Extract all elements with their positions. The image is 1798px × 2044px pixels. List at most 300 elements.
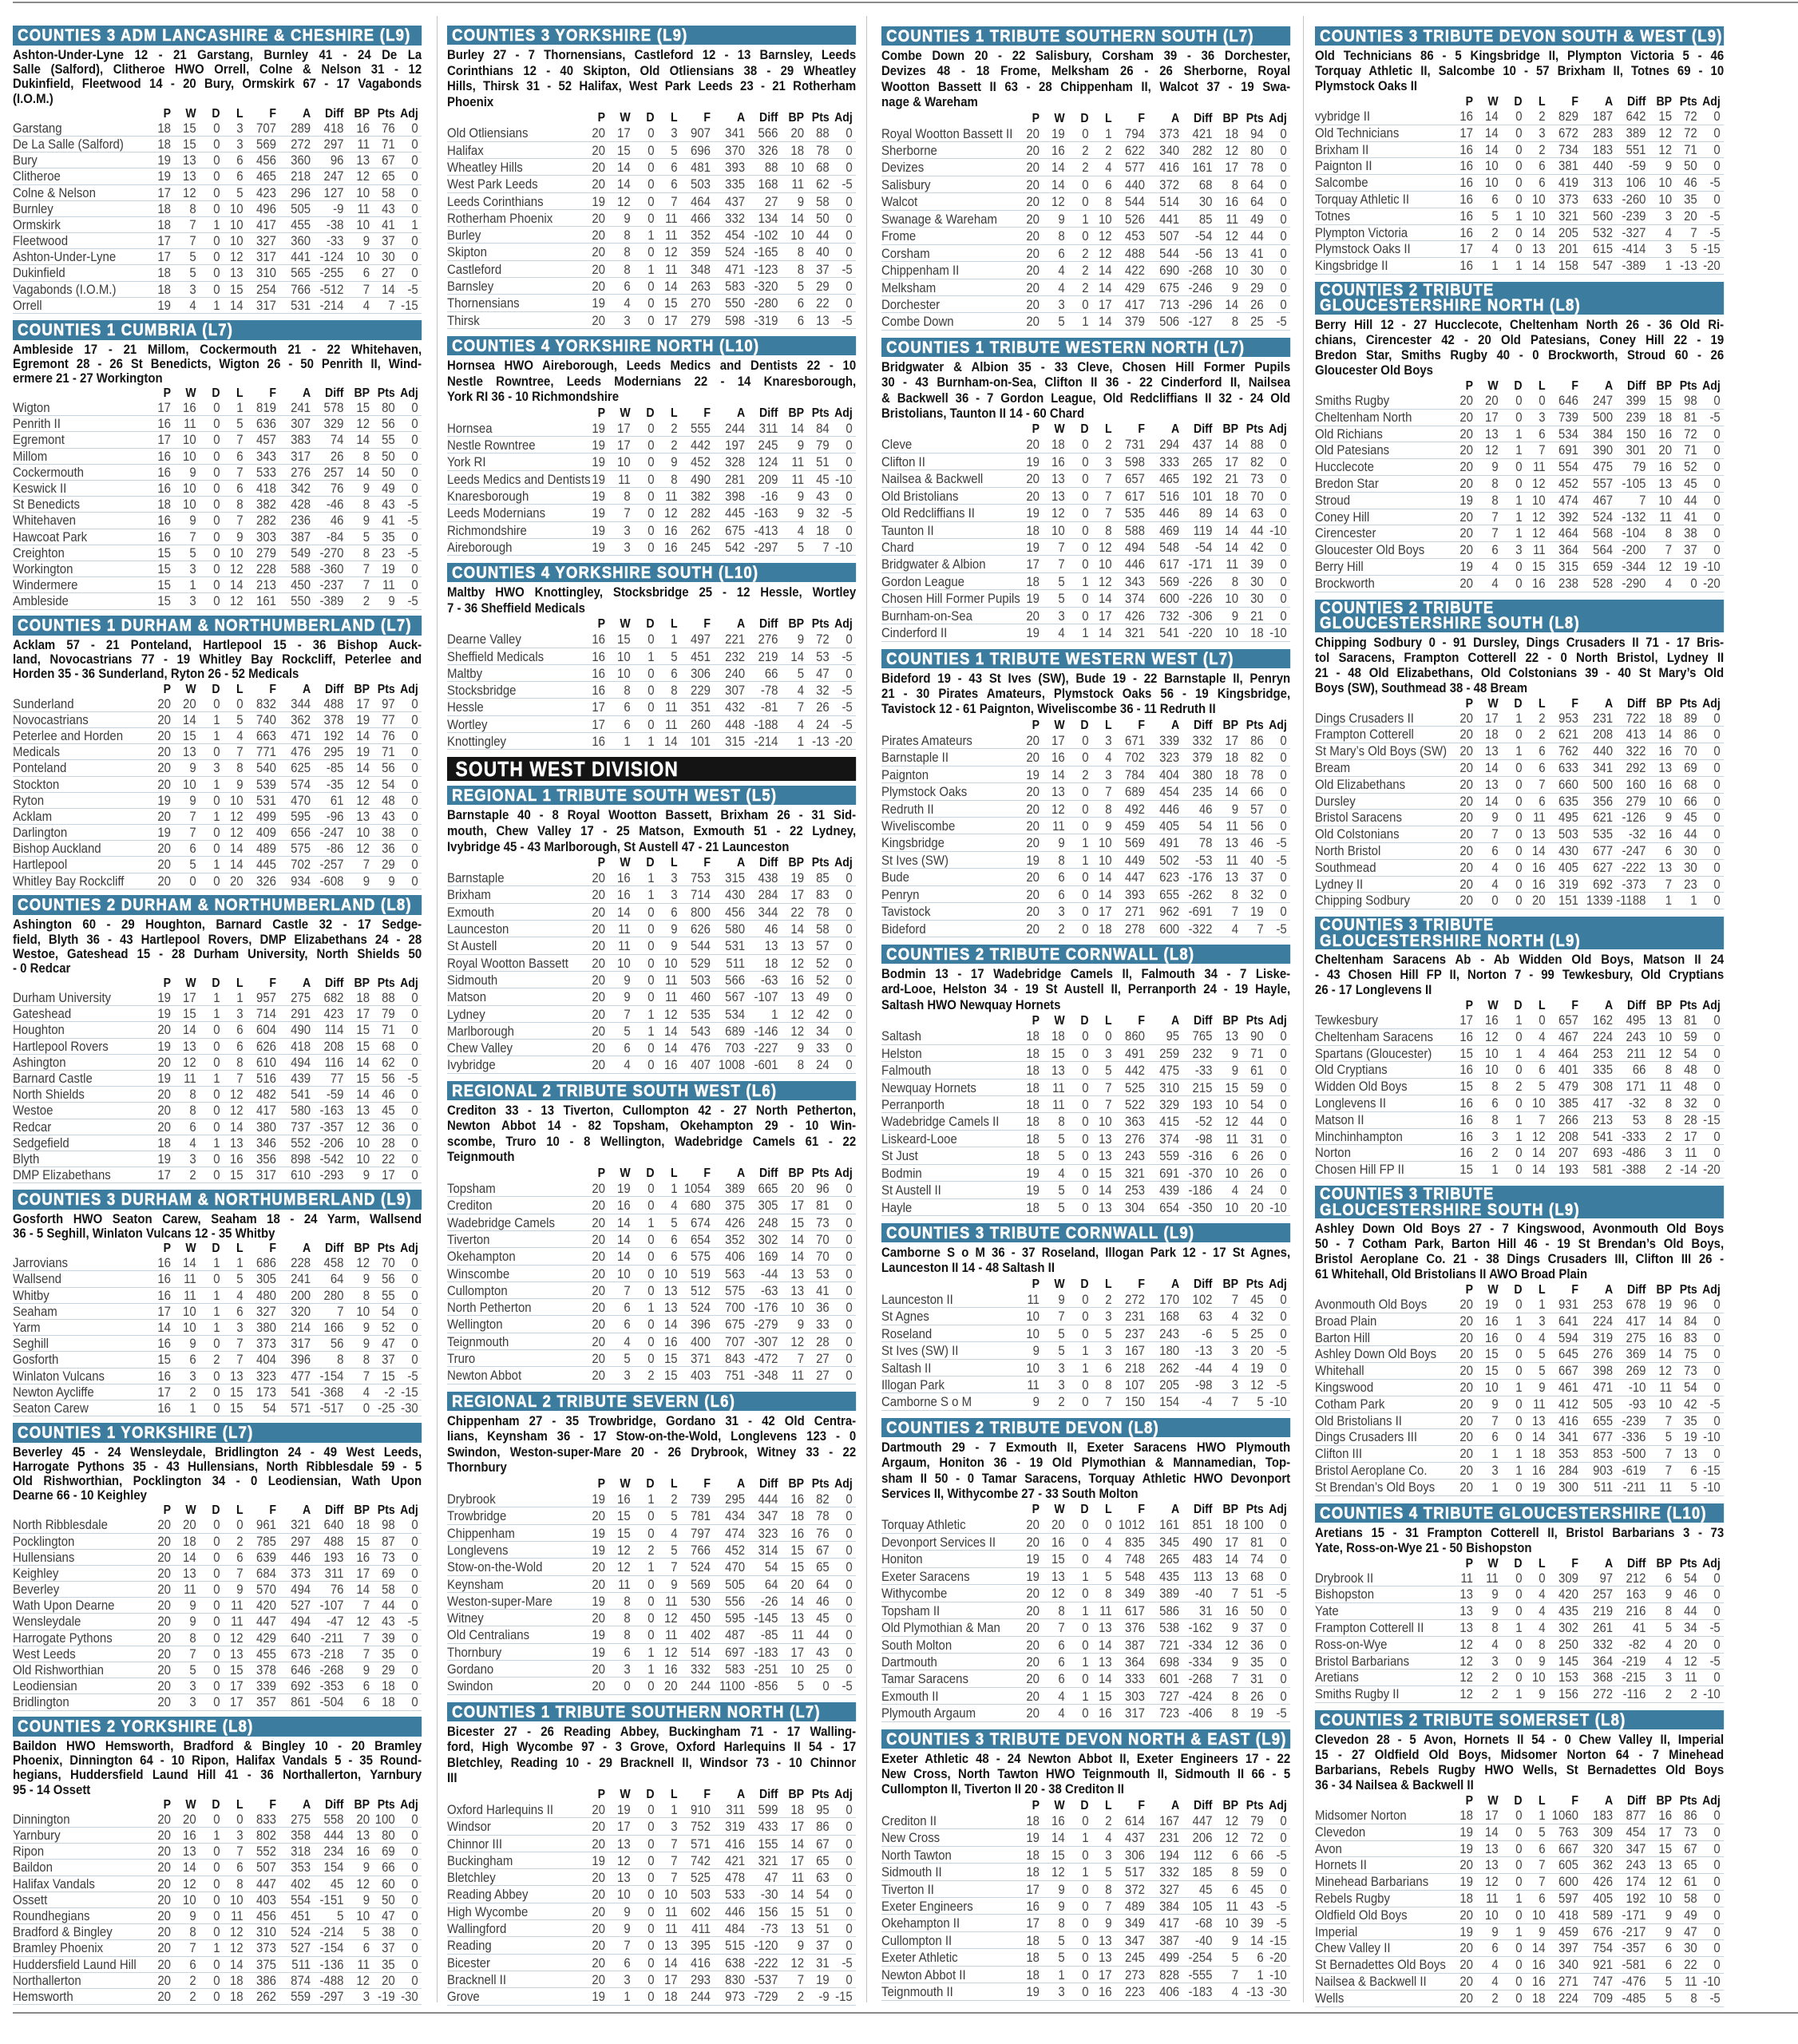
stat-played: 15 [157,577,171,593]
stat-points-against: 374 [1159,1131,1180,1147]
stat-played: 20 [592,228,605,244]
table-header-row [1315,997,1724,1012]
stat-won: 4 [1058,263,1065,279]
table-row [881,1360,1290,1377]
team-name: Grove [447,1989,480,2005]
team-name: Penrith II [13,416,61,432]
stat-points-difference: 642 [1626,109,1646,124]
stat-adjustment: 0 [411,577,418,593]
league-title-line: COUNTIES 3 YORKSHIRE (L9) [452,26,688,45]
results-line: chians, Cirencester 42 - 20 Old Patesians, Coney Hill 22 - 19 [1315,331,1725,347]
stat-lost: 4 [1105,160,1112,176]
stat-points-for: 456 [256,153,276,168]
stat-lost: 14 [1531,258,1546,274]
team-name: Novocastrians [13,711,89,727]
stat-played: 18 [1026,1028,1040,1044]
stat-played: 20 [1459,1429,1473,1445]
stat-played: 20 [1459,1329,1473,1345]
stat-won: 2 [1491,1686,1499,1702]
stat-total-points: 46 [816,1593,830,1609]
league-title-line: GLOUCESTERSHIRE NORTH (L9) [1320,931,1581,950]
stat-lost: 14 [1098,886,1112,902]
stat-points-against: 476 [291,744,311,760]
results-line: Dearne 66 - 10 Keighley [13,1488,147,1503]
stat-played: 20 [592,1870,605,1886]
stat-played: 20 [157,1662,171,1678]
stat-points-against: 475 [1159,1063,1180,1079]
stat-won: 16 [1051,454,1065,469]
stat-adjustment: 0 [411,416,418,432]
team-name: Acklam [13,808,53,824]
stat-total-points: 86 [816,1819,830,1835]
stat-adjustment: 0 [411,1517,418,1533]
stat-points-for: 684 [256,1565,276,1581]
league-table-section [881,1223,1290,1411]
stat-adjustment: 0 [1713,1874,1721,1890]
table-header-row [881,1797,1290,1812]
results-line: Swindon, Weston-super-Mare 20 - 26 Drybrook, Witney 33 - 22 [447,1444,857,1460]
results-line: Ashington 60 - 29 Houghton, Barnard Castle 32 - 17 Sedge- [13,917,422,933]
stat-adjustment: 0 [1713,1940,1721,1956]
stat-played: 18 [157,136,171,152]
league-title-line: GLOUCESTERSHIRE SOUTH (L8) [1320,614,1580,632]
table-row [13,841,422,857]
table-row [13,1288,422,1304]
stat-drawn: 1 [213,727,220,743]
stat-adjustment: 0 [1280,1079,1287,1095]
stat-drawn: 0 [648,1921,655,1937]
column-header-lost: L [671,1787,678,1801]
team-name: Newquay Hornets [881,1079,976,1095]
stat-points-difference: 239 [1626,409,1646,425]
stat-points-against: 308 [1593,1079,1614,1095]
stat-played: 19 [1026,1830,1040,1846]
stat-adjustment: 0 [846,1819,853,1835]
stat-points-against: 646 [291,1662,311,1678]
stat-total-points: 73 [382,1549,395,1565]
stat-points-against: 262 [1159,1360,1180,1376]
stat-points-against: 484 [725,1921,746,1937]
stat-bonus-points: 6 [1665,1940,1673,1956]
column-header-won: W [620,1477,631,1491]
stat-points-for: 598 [1125,454,1145,469]
stat-points-against: 737 [291,1119,311,1135]
stat-drawn: 0 [648,279,655,295]
table-row [1315,158,1724,175]
stat-bonus-points: 18 [790,1508,805,1524]
stat-points-against: 500 [1593,409,1614,425]
table-row [1315,241,1724,258]
stat-adjustment: 0 [1713,1079,1721,1095]
table-row [1315,1396,1724,1413]
stat-points-difference: 423 [323,1006,344,1022]
team-name: Liskeard-Looe [881,1131,957,1147]
league-title-line: COUNTIES 3 TRIBUTE CORNWALL (L9) [886,1224,1195,1243]
stat-won: 7 [1058,557,1065,572]
results-summary [447,45,856,109]
stat-points-difference: -44 [760,1266,778,1281]
stat-points-difference: -59 [1628,158,1646,174]
stat-won: 20 [183,1517,196,1533]
stat-bonus-points: 12 [1658,1045,1673,1061]
stat-lost: 6 [236,1022,244,1038]
team-name: Ashington [13,1054,66,1070]
stat-lost: 12 [229,825,244,841]
table-row [447,648,856,665]
stat-total-points: -19 [378,1988,395,2004]
league-title [881,1418,1290,1437]
stat-lost: 7 [236,464,244,480]
table-row [881,801,1290,818]
column-header-lost: L [1105,1277,1112,1291]
stat-points-for: 317 [256,249,276,265]
stat-lost: 6 [236,168,244,184]
stat-played: 18 [157,200,171,216]
stat-adjustment: 0 [846,1231,853,1247]
results-summary [447,1721,856,1786]
stat-lost: 6 [1539,426,1546,442]
team-name: Taunton II [881,522,934,538]
table-row [13,449,422,465]
stat-points-difference: -107 [754,989,778,1005]
stat-points-against: 167 [1159,1812,1180,1828]
column-header-won: W [1054,718,1065,732]
table-row [1315,1429,1724,1446]
stat-lost: 3 [671,125,678,141]
column-header-drawn: D [646,856,655,870]
stat-lost: 8 [671,471,678,487]
column-header-bonus-points: BP [788,856,805,870]
stat-played: 20 [592,210,605,226]
stat-adjustment: 0 [411,1630,418,1646]
stat-points-for: 452 [691,454,711,470]
stat-adjustment: 0 [1280,750,1287,766]
stat-points-for: 392 [1558,509,1578,525]
stat-played: 20 [1026,143,1040,158]
stat-points-against: 362 [291,711,311,727]
team-name: St Mary’s Old Boys (SW) [1315,743,1448,759]
stat-played: 19 [157,1151,171,1167]
stat-points-for: 474 [1558,492,1578,508]
team-name: Wortley [447,716,488,732]
stat-points-against: 162 [1593,1012,1614,1028]
table-row [447,193,856,210]
column-header-points-for: F [703,1167,711,1181]
stat-points-difference: 7 [337,1303,344,1319]
stat-adjustment: 0 [1713,125,1721,141]
stat-total-points: 96 [816,1181,830,1197]
stat-points-for: 321 [1125,625,1145,641]
stat-drawn: 1 [1515,509,1523,525]
stat-adjustment: 0 [846,488,853,504]
column-4 [1315,0,1724,2007]
stat-points-against: 575 [725,1282,746,1298]
stat-bonus-points: 10 [1658,1028,1673,1044]
stat-lost: 7 [1105,505,1112,521]
league-title-line: COUNTIES 3 TRIBUTE DEVON NORTH & EAST (L9) [886,1729,1287,1749]
stat-won: 16 [617,870,631,886]
stat-drawn: 1 [648,228,655,244]
stat-drawn: 0 [1082,1620,1089,1636]
stat-points-for: 646 [1558,392,1578,408]
column-header-played: P [163,1797,171,1812]
stat-adjustment: -10 [835,471,853,487]
column-header-total-points: Pts [377,1797,395,1812]
stat-points-for: 691 [1558,442,1578,458]
stat-won: 10 [1485,1907,1499,1923]
stat-bonus-points: 8 [362,497,370,513]
table-row [447,988,856,1005]
stat-adjustment: 0 [1713,1586,1721,1602]
results-summary [447,805,856,854]
stat-points-against: 344 [291,695,311,711]
table-row [447,1661,856,1678]
stat-points-against: 528 [1593,575,1614,591]
stat-bonus-points: 9 [1665,810,1673,826]
stat-adjustment: -5 [1276,921,1287,937]
stat-played: 15 [157,593,171,609]
stat-points-against: 170 [1159,1291,1180,1307]
table-row [13,1271,422,1287]
stat-points-for: 450 [691,1610,711,1626]
team-name: Drybrook [447,1491,496,1507]
stat-drawn: 0 [213,1384,220,1400]
stat-drawn: 1 [213,1940,220,1956]
stat-won: 14 [1485,125,1499,141]
stat-lost: 7 [1105,1079,1112,1095]
stat-drawn: 0 [648,1938,655,1954]
results-line: & Backwell 36 - 7 Gordon League, Old Redcliffians II 32 - 24 Old [881,390,1291,406]
stat-points-for: 460 [691,989,711,1005]
stat-points-difference: 53 [1632,1111,1646,1127]
team-name: Brixham II [1315,141,1369,157]
stat-won: 4 [1491,876,1499,892]
table-header-row [13,106,422,121]
team-name: Sidmouth II [881,1864,942,1880]
stat-played: 18 [1026,573,1040,589]
team-name: Wells [1315,1990,1345,2006]
stat-total-points: 58 [816,921,830,937]
stat-points-against: 583 [725,279,746,295]
stat-total-points: 81 [1250,1534,1264,1550]
table-row [447,1818,856,1835]
stat-lost: 19 [1531,1479,1546,1495]
stat-adjustment: -5 [407,1071,418,1086]
stat-total-points: 89 [1684,710,1697,726]
stat-drawn: 0 [1082,1932,1089,1948]
stat-played: 19 [1459,492,1473,508]
bottom-rule [13,2012,1798,2014]
stat-points-difference: 284 [758,887,778,903]
stat-lost: 12 [663,1644,678,1660]
stat-points-for: 430 [1558,842,1578,858]
stat-won: 2 [189,1972,196,1988]
stat-bonus-points: 13 [1225,245,1239,261]
stat-points-against: 541 [1593,1128,1614,1144]
stat-points-for: 380 [256,1319,276,1335]
stat-points-against: 221 [725,632,746,648]
stat-bonus-points: 15 [790,1542,805,1558]
team-name: Devizes [881,160,925,176]
stat-lost: 11 [665,1593,678,1609]
column-header-drawn: D [1080,1503,1089,1517]
stat-total-points: 54 [1684,1570,1697,1586]
column-header-adjustment: Adj [400,1242,418,1256]
stat-drawn: 0 [213,400,220,416]
stat-bonus-points: 8 [1231,886,1239,902]
stat-points-for: 418 [1558,1907,1578,1923]
league-title-line: GLOUCESTERSHIRE NORTH (L8) [1320,296,1581,315]
stat-points-difference: 124 [758,454,778,470]
results-line: Ambleside 17 - 21 Millom, Cockermouth 21 - 22 Whitehaven, [13,342,422,357]
stat-points-for: 499 [256,808,276,824]
column-header-bonus-points: BP [788,111,805,125]
stat-points-against: 342 [291,481,311,496]
stat-total-points: 40 [816,244,830,260]
stat-total-points: 26 [1250,1148,1264,1164]
stat-drawn: 0 [648,1057,655,1073]
stat-played: 20 [592,125,605,141]
stat-points-difference: 78 [1198,835,1213,851]
stat-bonus-points: 13 [790,1610,805,1626]
stat-adjustment: 0 [411,695,418,711]
stat-adjustment: 0 [411,1876,418,1891]
results-line: Devizes 48 - 18 Frome, Melksham 26 - 26 Sherborne, Royal [881,63,1291,79]
stat-bonus-points: 11 [1659,1079,1673,1095]
stat-points-for: 381 [1558,158,1578,174]
stat-bonus-points: 20 [790,1576,805,1592]
team-name: Bracknell II [447,1971,507,1987]
stat-drawn: 1 [1082,625,1089,641]
column-header-bonus-points: BP [788,1787,805,1801]
stat-adjustment: -15 [1269,1932,1287,1948]
stat-won: 10 [183,497,196,513]
team-name: Dings Crusaders III [1315,1429,1418,1445]
stat-total-points: 37 [1250,1620,1264,1636]
stat-lost: 10 [229,1891,244,1907]
stat-lost: 5 [236,416,244,432]
results-line: Newton Abbot 14 - 82 Topsham, Okehampton 29 - 10 Win- [447,1118,857,1134]
column-header-won: W [185,976,196,991]
stat-adjustment: 0 [846,1836,853,1852]
stat-won: 16 [1485,1313,1499,1329]
stat-adjustment: 0 [411,1694,418,1710]
stat-won: 12 [1051,1586,1065,1602]
stat-drawn: 1 [648,1661,655,1677]
stat-total-points: 82 [816,1491,830,1507]
table-row [881,1949,1290,1966]
table-row [447,733,856,750]
stat-bonus-points: 7 [1231,904,1239,920]
stat-points-for: 784 [1125,766,1145,782]
team-name: Thornbury [447,1644,502,1660]
stat-drawn: 1 [1515,1686,1523,1702]
stat-points-against: 531 [291,297,311,313]
table-row [13,168,422,184]
stat-total-points: 50 [382,1891,395,1907]
table-row [881,1165,1290,1182]
stat-points-against: 240 [725,665,746,681]
league-title [447,336,856,355]
team-name: Cirencester [1315,525,1376,541]
stat-drawn: 1 [1515,1463,1523,1479]
stat-played: 17 [157,400,171,416]
stat-points-against: 655 [1593,1412,1614,1428]
stat-points-difference: -319 [754,312,778,328]
table-row [447,278,856,295]
table-row [13,201,422,217]
column-header-points-difference: Diff [1194,1503,1213,1517]
team-column-header [1315,378,1451,394]
column-header-points-difference: Diff [325,976,344,991]
stat-played: 16 [592,632,605,648]
team-name: Sidmouth [447,972,498,988]
stat-points-against: 962 [1159,904,1180,920]
stat-drawn: 0 [213,184,220,200]
stat-drawn: 0 [1082,228,1089,244]
stat-points-against: 751 [725,1368,746,1384]
column-divider [437,16,438,2002]
stat-won: 9 [1491,459,1499,475]
stat-played: 19 [1459,1840,1473,1856]
stat-points-for: 739 [1558,409,1578,425]
column-header-played: P [1465,95,1473,109]
stat-points-difference: 192 [323,727,344,743]
stat-played: 20 [592,1040,605,1056]
table-row [1315,258,1724,275]
stat-points-against: 418 [291,1038,311,1054]
stat-won: 8 [1058,228,1065,244]
stat-points-difference: 458 [323,1255,344,1271]
stat-played: 20 [1026,801,1040,817]
stat-adjustment: 0 [846,887,853,903]
table-row [13,1320,422,1336]
stat-points-for: 270 [691,295,711,311]
stat-bonus-points: 9 [362,1319,370,1335]
stat-lost: 2 [1105,437,1112,453]
stat-adjustment: 0 [411,760,418,776]
stat-total-points: 45 [816,1610,830,1626]
results-line: Saltash HWO Newquay Hornets [881,996,1061,1012]
stat-lost: 6 [671,159,678,175]
stat-adjustment: -5 [842,648,853,664]
stat-lost: 10 [1098,557,1112,572]
results-summary [881,46,1290,110]
stat-total-points: 51 [816,454,830,470]
stat-points-against: 454 [725,228,746,244]
stat-won: 9 [189,1598,196,1614]
stat-won: 10 [1485,175,1499,191]
stat-won: 9 [1058,1899,1065,1915]
stat-drawn: 1 [213,857,220,873]
stat-played: 20 [592,887,605,903]
team-name: West Leeds [13,1646,76,1662]
stat-played: 20 [1459,509,1473,525]
table-row [1315,1029,1724,1046]
stat-drawn: 0 [1082,801,1089,817]
stat-adjustment: 0 [1280,505,1287,521]
stat-bonus-points: 12 [790,1006,805,1022]
stat-played: 16 [157,448,171,464]
column-header-won: W [1487,378,1499,393]
stat-points-for: 543 [691,1023,711,1039]
stat-lost: 7 [1539,1857,1546,1873]
table-row [447,1576,856,1593]
stat-points-against: 219 [1593,1603,1614,1619]
stat-drawn: 0 [1082,1199,1089,1215]
stat-won: 13 [183,744,196,760]
team-name: Northallerton [13,1972,81,1988]
